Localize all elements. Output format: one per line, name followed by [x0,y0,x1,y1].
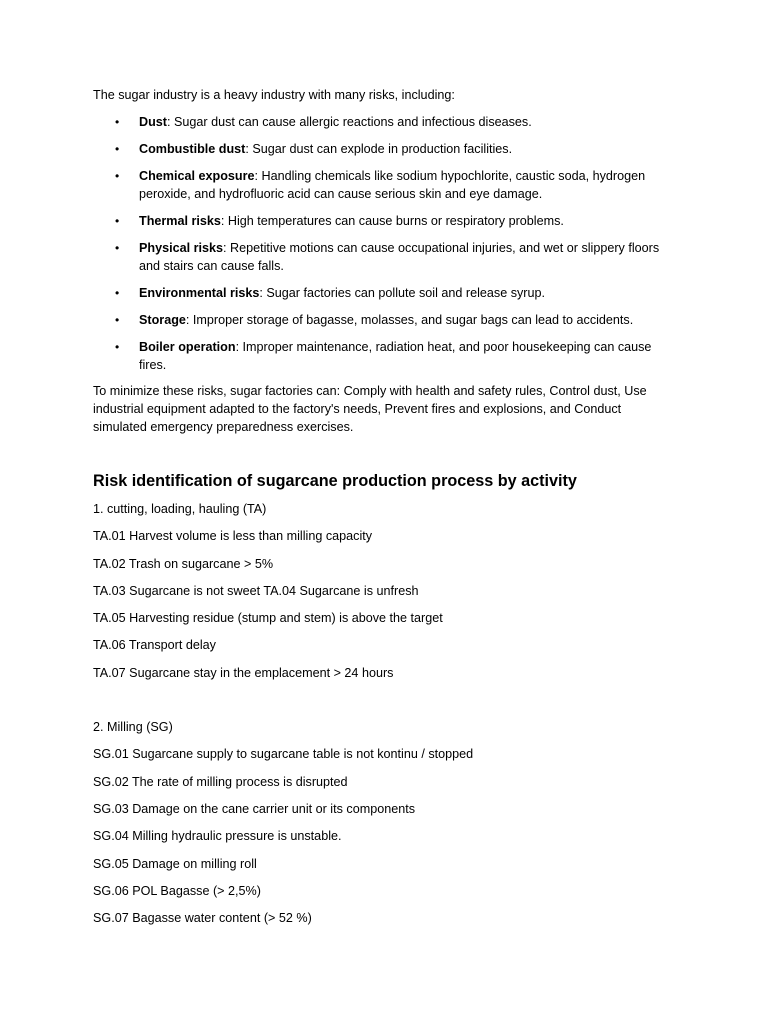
subsection-title-sg: 2. Milling (SG) [93,720,173,735]
risk-item-ta-03-04: TA.03 Sugarcane is not sweet TA.04 Sugarcane is unfresh [93,583,419,598]
risk-item-ta-06: TA.06 Transport delay [93,638,216,653]
bullet-icon: • [115,241,120,255]
risk-description: : High temperatures can cause burns or respiratory problems. [220,214,564,228]
bullet-icon: • [115,214,120,228]
blank-line [93,691,673,718]
risk-item-ta-07: TA.07 Sugarcane stay in the emplacement > 24 hours [93,665,394,680]
risk-item-sg-03: SG.03 Damage on the cane carrier unit or its components [93,801,416,816]
subsection-title-ta: 1. cutting, loading, hauling (TA) [93,502,267,516]
section-heading: Risk identification of sugarcane production process by activity [93,472,577,490]
bullet-icon: • [115,286,120,300]
list-item [93,113,673,131]
list-item [93,212,673,230]
list-item [93,167,673,203]
risk-term: Boiler operation [139,340,236,354]
risk-description: : Handling chemicals like sodium hypochlorite, caustic soda, hydrogen peroxide, and hydrofluoric acid can cause serious skin and eye damage. [139,169,646,201]
risk-list [93,113,673,374]
risk-item-ta-01: TA.01 Harvest volume is less than milling capacity [93,529,373,544]
bullet-icon: • [115,142,120,156]
list-item [93,284,673,302]
risk-description: : Improper maintenance, radiation heat, and poor housekeeping can cause fires. [139,340,652,372]
bullet-icon: • [115,169,120,183]
list-item [93,239,673,275]
list-item [93,338,673,374]
risk-term: Thermal risks [139,214,221,228]
risk-term: Environmental risks [139,286,260,300]
risk-item-sg-01: SG.01 Sugarcane supply to sugarcane table is not kontinu / stopped [93,747,474,762]
bullet-icon: • [115,340,120,354]
list-item [93,140,673,158]
risk-item-sg-04: SG.04 Milling hydraulic pressure is unstable. [93,829,342,844]
list-item [93,311,673,329]
risk-description: : Improper storage of bagasse, molasses, and sugar bags can lead to accidents. [185,313,634,327]
risk-term: Storage [139,313,186,327]
risk-term: Physical risks [139,241,224,255]
risk-term: Dust [139,115,167,129]
risk-item-sg-05: SG.05 Damage on milling roll [93,856,257,871]
risk-item-sg-06: SG.06 POL Bagasse (> 2,5%) [93,883,261,898]
risk-term: Combustible dust [139,142,246,156]
risk-item-ta-05: TA.05 Harvesting residue (stump and stem) is above the target [93,611,443,626]
risk-item-sg-02: SG.02 The rate of milling process is disrupted [93,774,348,789]
risk-description: : Sugar dust can cause allergic reactions and infectious diseases. [167,115,532,129]
summary-paragraph: To minimize these risks, sugar factories can: Comply with health and safety rules, Control dust, Use industrial equipment adapted to the factory's needs, Prevent fires and explosions, and Conduct simulated emergency preparedness exercises. [93,384,647,434]
intro-paragraph: The sugar industry is a heavy industry with many risks, including: [93,88,455,102]
bullet-icon: • [115,313,120,327]
bullet-icon: • [115,115,120,129]
risk-description: : Repetitive motions can cause occupational injuries, and wet or slippery floors and stairs can cause falls. [139,241,660,273]
risk-item-sg-07: SG.07 Bagasse water content (> 52 %) [93,911,312,926]
risk-description: : Sugar dust can explode in production facilities. [245,142,513,156]
document-body [93,86,673,936]
risk-description: : Sugar factories can pollute soil and release syrup. [259,286,546,300]
risk-term: Chemical exposure [139,169,255,183]
risk-item-ta-02: TA.02 Trash on sugarcane > 5% [93,556,274,571]
